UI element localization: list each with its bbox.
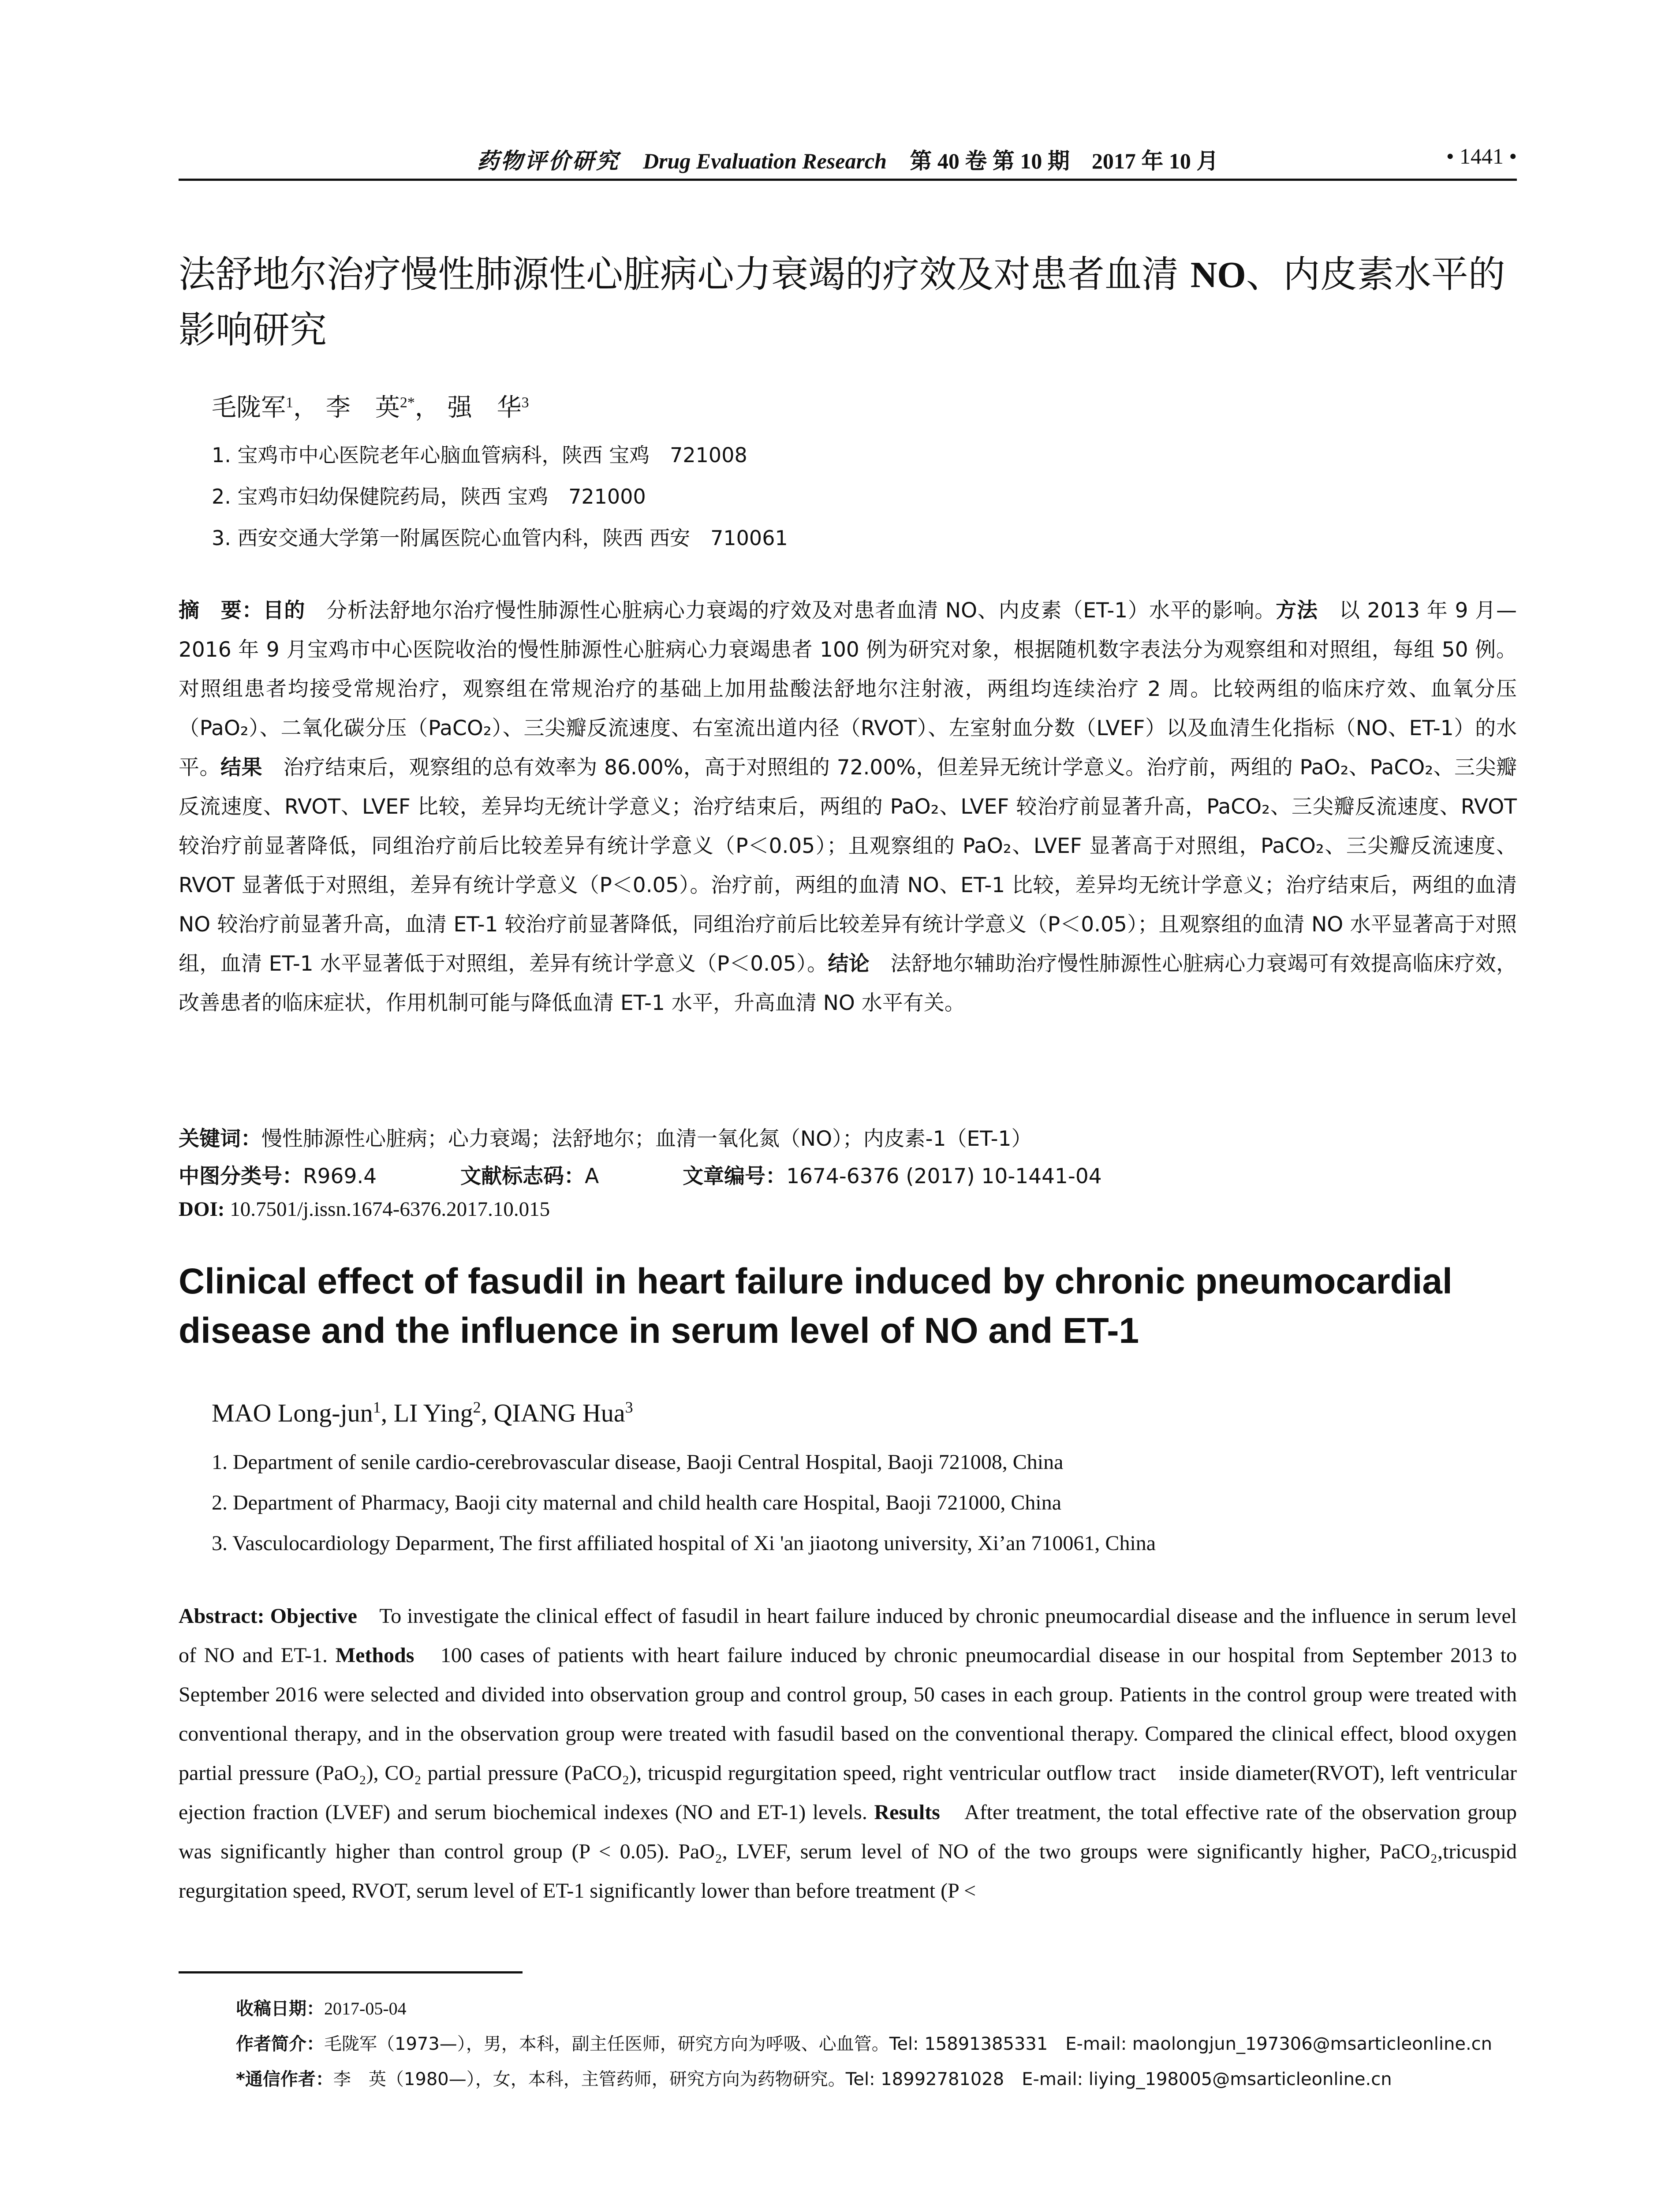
footnotes xyxy=(236,1991,1492,2097)
results-label: 结果 xyxy=(220,755,262,780)
english-abstract xyxy=(179,1596,1517,1910)
doi-value[interactable]: 10.7501/j.issn.1674-6376.2017.10.015 xyxy=(230,1198,550,1221)
page-number: • 1441 • xyxy=(1446,144,1517,168)
received-label: 收稿日期： xyxy=(236,1999,324,2019)
clc-label: 中图分类号： xyxy=(179,1164,303,1188)
doi-label: DOI: xyxy=(179,1198,230,1221)
keywords xyxy=(179,1122,1517,1152)
chinese-affiliations xyxy=(212,434,788,559)
abstract-label: 摘 要： xyxy=(179,598,263,623)
author-sup: 3 xyxy=(625,1398,633,1416)
results-text: After treatment, the total effective rate of the observation group was significantly higher than control group (P < 0.05). PaO₂, LVEF, serum level of NO of the two groups were significantly higher, PaCO₂,tricuspid regurgitation speed, RVOT, serum level of ET-1 significantly lower than before treatment (P < xyxy=(179,1801,1517,1902)
received-value: 2017-05-04 xyxy=(324,1999,407,2018)
objective-text: 分析法舒地尔治疗慢性肺源性心脏病心力衰竭的疗效及对患者血清 NO、内皮素（ET-1）水平的影响。 xyxy=(305,598,1276,623)
author-name: 强 华 xyxy=(447,393,522,422)
journal-name-en: Drug Evaluation Research xyxy=(643,149,887,173)
author-name: 毛陇军 xyxy=(212,393,286,422)
author-name: 李 英 xyxy=(325,393,400,422)
keywords-label: 关键词： xyxy=(179,1127,261,1151)
chinese-title xyxy=(179,247,1517,357)
issue-info: 第 40 卷 第 10 期 2017 年 10 月 xyxy=(910,149,1219,173)
bio-value: 毛陇军（1973—），男，本科，副主任医师，研究方向为呼吸、心血管。Tel: 15891385331 E-mail: maolongjun_197306@msarticleonline.cn xyxy=(324,2034,1493,2054)
affiliation: 2. Department of Pharmacy, Baoji city maternal and child health care Hospital, Baoji 721000, China xyxy=(212,1491,1062,1514)
conclusion-text: 法舒地尔辅助治疗慢性肺源性心脏病心力衰竭可有效提高临床疗效，改善患者的临床症状，作用机制可能与降低血清 ET-1 水平，升高血清 NO 水平有关。 xyxy=(179,952,1517,1015)
methods-text: 以 2013 年 9 月—2016 年 9 月宝鸡市中心医院收治的慢性肺源性心脏病心力衰竭患者 100 例为研究对象，根据随机数字表法分为观察组和对照组，每组 50 例。对照组患者均接受常规治疗，观察组在常规治疗的基础上加用盐酸法舒地尔注射液，两组均连续治疗 2 周。比较两组的临床疗效、血氧分压（PaO₂）、二氧化碳分压（PaCO₂）、三尖瓣反流速度、右室流出道内径（RVOT）、左室射血分数（LVEF）以及血清生化指标（NO、ET-1）的水平。 xyxy=(179,598,1517,780)
chinese-authors: 毛陇军$^1$， 李 英$^{2*}$， 强 华$^3$ xyxy=(212,393,529,422)
author-sup: 3 xyxy=(521,394,529,411)
doccode-label: 文献标志码： xyxy=(460,1164,585,1188)
articleno-label: 文章编号： xyxy=(683,1164,787,1188)
doccode-value: A xyxy=(585,1164,599,1188)
author-sup: 1 xyxy=(373,1398,381,1416)
cn-title-no: NO xyxy=(1190,254,1246,295)
running-header xyxy=(179,143,1517,181)
classification-line xyxy=(179,1160,1517,1189)
author-name: MAO Long-jun xyxy=(212,1398,373,1428)
corresponding-author xyxy=(236,2062,1492,2097)
affiliation: 3. 西安交通大学第一附属医院心血管内科，陕西 西安 710061 xyxy=(212,526,788,550)
results-text: 治疗结束后，观察组的总有效率为 86.00%，高于对照组的 72.00%，但差异无统计学意义。治疗前，两组的 PaO₂、PaCO₂、三尖瓣反流速度、RVOT、LVEF 比较，差异均无统计学意义；治疗结束后，两组的 PaO₂、LVEF 较治疗前显著升高，PaCO₂、三尖瓣反流速度、RVOT 较治疗前显著降低，同组治疗前后比较差异有统计学意义（P＜0.05）；且观察组的 PaO₂、LVEF 显著高于对照组，PaCO₂、三尖瓣反流速度、RVOT 显著低于对照组，差异有统计学意义（P＜0.05）。治疗前，两组的血清 NO、ET-1 比较，差异均无统计学意义；治疗结束后，两组的血清 NO 较治疗前显著升高，血清 ET-1 较治疗前显著降低，同组治疗前后比较差异有统计学意义（P＜0.05）；且观察组的血清 NO 水平显著高于对照组，血清 ET-1 水平显著低于对照组，差异有统计学意义（P＜0.05）。 xyxy=(179,755,1517,976)
header-center xyxy=(179,143,1517,175)
conclusion-label: 结论 xyxy=(828,952,870,976)
articleno-value: 1674-6376 (2017) 10-1441-04 xyxy=(786,1164,1102,1188)
received-date xyxy=(236,1991,1492,2026)
journal-name-cn: 药物评价研究 xyxy=(477,148,620,174)
cn-title-part1: 法舒地尔治疗慢性肺源性心脏病心力衰竭的疗效及对患者血清 xyxy=(179,253,1191,296)
en-title-line: disease and the influence in serum level of NO and ET-1 xyxy=(179,1311,1139,1351)
objective-label: Objective xyxy=(270,1604,357,1628)
objective-label: 目的 xyxy=(263,598,306,623)
author-sup: 1 xyxy=(286,394,293,411)
methods-text: 100 cases of patients with heart failure induced by chronic pneumocardial disease in our hospital from September 2013 to September 2016 were selected and divided into observation group and control group, 50 cases in each group. Patients in the control group were treated with conventional therapy, and in the observation group were treated with fasudil based on the conventional therapy. Compared the clinical effect, blood oxygen partial pressure (PaO₂), CO₂ partial pressure (PaCO₂), tricuspid regurgitation speed, right ventricular outflow tract inside diameter(RVOT), left ventricular ejection fraction (LVEF) and serum biochemical indexes (NO and ET-1) levels. xyxy=(179,1644,1517,1824)
cn-title-part2: 、内皮素水平的影响研究 xyxy=(179,253,1505,351)
corr-label: *通信作者： xyxy=(236,2069,333,2089)
en-title-line: Clinical effect of fasudil in heart failure induced by chronic pneumocardial xyxy=(179,1261,1452,1301)
english-authors: MAO Long-jun$^1$, LI Ying$^2$, QIANG Hua$^3$ xyxy=(212,1398,633,1428)
methods-label: Methods xyxy=(335,1644,414,1667)
english-affiliations xyxy=(212,1442,1156,1564)
clc-value: R969.4 xyxy=(303,1164,377,1188)
affiliation: 1. Department of senile cardio-cerebrovascular disease, Baoji Central Hospital, Baoji 721008, China xyxy=(212,1450,1064,1474)
results-label: Results xyxy=(874,1801,940,1824)
english-title xyxy=(179,1257,1517,1356)
objective-text: To investigate the clinical effect of fasudil in heart failure induced by chronic pneumocardial disease and the influence in serum level of NO and ET-1. xyxy=(179,1604,1517,1667)
author-name: LI Ying xyxy=(393,1398,473,1428)
author-sup: 2* xyxy=(399,394,415,411)
corr-value: 李 英（1980—），女，本科，主管药师，研究方向为药物研究。Tel: 18992781028 E-mail: liying_198005@msarticleonline.cn xyxy=(333,2069,1392,2089)
author-name: QIANG Hua xyxy=(493,1398,625,1428)
affiliation: 2. 宝鸡市妇幼保健院药局，陕西 宝鸡 721000 xyxy=(212,485,646,508)
affiliation: 1. 宝鸡市中心医院老年心脑血管病科，陕西 宝鸡 721008 xyxy=(212,443,747,467)
chinese-abstract xyxy=(179,591,1517,1023)
author-sup: 2 xyxy=(473,1398,481,1416)
affiliation: 3. Vasculocardiology Deparment, The first affiliated hospital of Xi 'an jiaotong university, Xi’an 710061, China xyxy=(212,1532,1156,1555)
methods-label: 方法 xyxy=(1276,598,1318,623)
author-bio xyxy=(236,2026,1492,2062)
abstract-label: Abstract: xyxy=(179,1604,270,1628)
footnote-divider xyxy=(179,1971,523,1973)
bio-label: 作者简介： xyxy=(236,2034,324,2054)
keywords-text: 慢性肺源性心脏病；心力衰竭；法舒地尔；血清一氧化氮（NO）；内皮素-1（ET-1） xyxy=(261,1127,1032,1151)
doi-line xyxy=(179,1197,1517,1221)
